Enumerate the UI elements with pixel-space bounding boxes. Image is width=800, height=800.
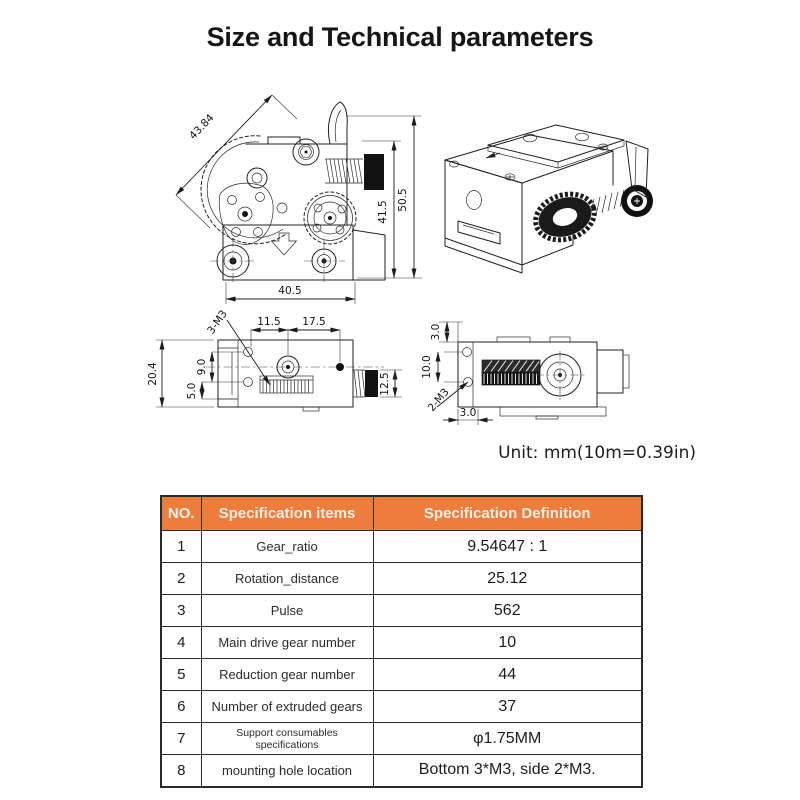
dim-top-left: 11.5 bbox=[257, 316, 281, 328]
page-title: Size and Technical parameters bbox=[206, 22, 594, 52]
iso-view-drawing bbox=[430, 105, 665, 275]
idler-bearing bbox=[247, 168, 267, 188]
dim-right: 12.5 bbox=[379, 372, 391, 396]
tension-spring bbox=[325, 159, 363, 183]
dim-height: 20.4 bbox=[147, 362, 159, 386]
unit-note: Unit: mm(10m=0.39in) bbox=[498, 443, 696, 463]
cell-value: 9.54647 : 1 bbox=[373, 531, 642, 563]
table-row bbox=[161, 723, 642, 755]
table-row bbox=[161, 691, 642, 723]
dim-width: 40.5 bbox=[278, 285, 302, 297]
dim-thread-3m3: 3-M3 bbox=[205, 308, 230, 337]
col-header-no: NO. bbox=[161, 496, 201, 531]
cell-item: Pulse bbox=[201, 595, 373, 627]
cell-no: 2 bbox=[161, 563, 201, 595]
idler-pin bbox=[277, 203, 287, 213]
table-row bbox=[161, 531, 642, 563]
cell-no: 8 bbox=[161, 755, 201, 787]
dim-diagonal: 43.84 bbox=[187, 111, 217, 142]
cell-no: 4 bbox=[161, 627, 201, 659]
dim-inner-height: 41.5 bbox=[377, 200, 389, 224]
cell-no: 1 bbox=[161, 531, 201, 563]
mounting-hole-left bbox=[210, 238, 256, 284]
extruder-iso-body bbox=[445, 125, 624, 273]
iso-gear bbox=[530, 187, 601, 247]
cell-item: Rotation_distance bbox=[201, 563, 373, 595]
col-header-items: Specification items bbox=[201, 496, 373, 531]
extruder-side-body bbox=[458, 337, 629, 419]
sector-gear bbox=[201, 136, 286, 245]
shoulder-screw bbox=[293, 139, 319, 165]
table-header-row bbox=[161, 496, 642, 531]
iso-thumb-screw bbox=[621, 185, 653, 217]
dim-bottom: 3.0 bbox=[459, 407, 477, 419]
cell-no: 3 bbox=[161, 595, 201, 627]
table-row bbox=[161, 627, 642, 659]
front-view-drawing bbox=[150, 82, 430, 310]
extruder-bottom-body bbox=[206, 340, 384, 411]
cell-value: φ1.75MM bbox=[373, 723, 642, 755]
cell-value: 25.12 bbox=[373, 563, 642, 595]
filament-arrow-icon bbox=[272, 233, 297, 255]
dim-top: 3.0 bbox=[430, 323, 442, 341]
thumb-screw bbox=[364, 154, 384, 190]
thumb-screw-bottom bbox=[365, 370, 378, 397]
table-row bbox=[161, 755, 642, 787]
bottom-view-drawing bbox=[148, 296, 410, 436]
dim-top-right: 17.5 bbox=[302, 316, 326, 328]
drive-gear bbox=[304, 192, 356, 244]
table-row bbox=[161, 659, 642, 691]
cell-value: 562 bbox=[373, 595, 642, 627]
mounting-hole-right bbox=[304, 240, 345, 282]
dim-hole-spacing: 10.0 bbox=[421, 355, 433, 379]
cell-item: Main drive gear number bbox=[201, 627, 373, 659]
cell-item: Support consumables specifications bbox=[201, 723, 373, 755]
dim-thread-2m3: 2-M3 bbox=[425, 386, 452, 414]
cell-no: 5 bbox=[161, 659, 201, 691]
cell-item: Number of extruded gears bbox=[201, 691, 373, 723]
spec-table bbox=[160, 495, 643, 788]
cell-value: 44 bbox=[373, 659, 642, 691]
cell-value: 37 bbox=[373, 691, 642, 723]
dim-outer-height: 50.5 bbox=[397, 188, 409, 212]
cell-no: 7 bbox=[161, 723, 201, 755]
col-header-definition: Specification Definition bbox=[373, 496, 642, 531]
cell-value: Bottom 3*M3, side 2*M3. bbox=[373, 755, 642, 787]
cell-value: 10 bbox=[373, 627, 642, 659]
cell-item: mounting hole location bbox=[201, 755, 373, 787]
cell-item: Reduction gear number bbox=[201, 659, 373, 691]
side-view-drawing bbox=[413, 303, 663, 448]
dim-inner-lower: 5.0 bbox=[186, 382, 198, 400]
table-row bbox=[161, 595, 642, 627]
dim-inner-upper: 9.0 bbox=[196, 358, 208, 376]
table-row bbox=[161, 563, 642, 595]
cell-item: Gear_ratio bbox=[201, 531, 373, 563]
bottom-view-dimensions bbox=[147, 308, 402, 407]
direction-mark-icon bbox=[486, 153, 500, 158]
cell-no: 6 bbox=[161, 691, 201, 723]
